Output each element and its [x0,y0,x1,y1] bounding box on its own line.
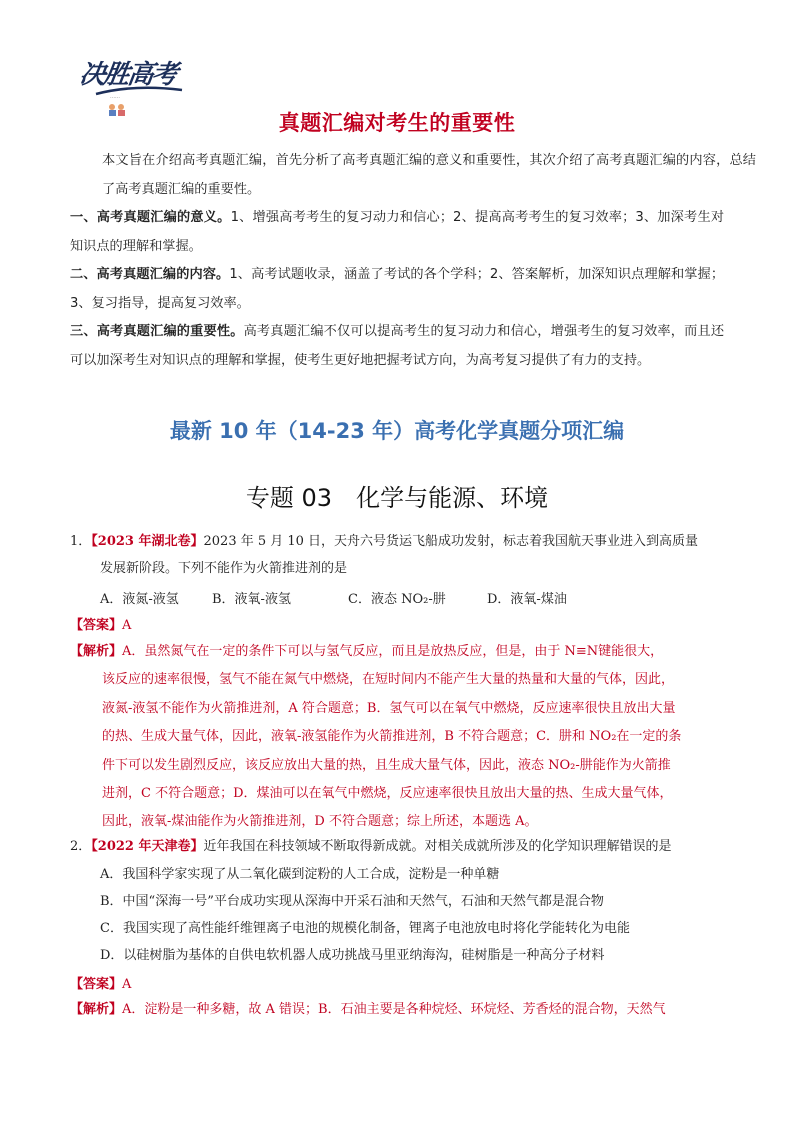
question-2-answer [70,973,131,992]
question-1-number: 1． [70,534,92,549]
question-1-stem-line2: 发展新阶段。下列不能作为火箭推进剂的是 [100,561,348,576]
question-2-number: 2． [70,839,92,854]
page-title: 真题汇编对考生的重要性 [278,111,516,135]
answer-label: 【答案】 [70,618,123,633]
question-1-stem-cont [100,555,724,582]
question-2-source: 【2022 年天津卷】 [91,839,204,854]
analysis-line: 液氮-液氢不能作为火箭推进剂，A 符合题意；B．氢气可以在氧气中燃烧，反应速率很快且放出大量 [102,700,676,716]
question-1-answer [70,614,131,633]
section-2-body: 1、高考试题收录，涵盖了考试的各个学科；2、答案解析，加深知识点理解和掌握；3、复习指导，提高复习效率。 [70,267,725,311]
question-1-analysis [70,638,724,837]
question-1-option-c: C．液态 NO₂-肼 [348,592,446,607]
question-2-stem-text: 近年我国在科技领域不断取得新成就。对相关成就所涉及的化学知识理解错误的是 [203,839,672,854]
section-3-body: 高考真题汇编不仅可以提高考生的复习动力和信心，增强考生的复习效率，而且还可以加深考生对知识点的理解和掌握，使考生更好地把握考试方向，为高考复习提供了有力的支持。 [70,324,725,368]
analysis-label: 【解析】 [70,1002,123,1017]
question-1-source: 【2023 年湖北卷】 [91,534,204,549]
logo-swoosh-icon [94,84,184,98]
analysis-line: 进剂，C 不符合题意；D．煤油可以在氧气中燃烧，反应速率很快且放出大量的热、生成大量气体， [102,786,673,802]
intro-text: 本文旨在介绍高考真题汇编，首先分析了高考真题汇编的意义和重要性，其次介绍了高考真题汇编的内容，总结了高考真题汇编的重要性。 [102,153,756,197]
question-1-stem [70,528,724,555]
question-1-option-b: B．液氧-液氢 [212,592,291,607]
logo-small-text: …… [110,94,120,100]
question-2-option-d: D．以硅树脂为基体的自供电软机器人成功挑战马里亚纳海沟，硅树脂是一种高分子材料 [100,948,605,963]
analysis-line: 【解析】A．淀粉是一种多糖，故 A 错误；B．石油主要是各种烷烃、环烷烃、芳香烃的混合物，天然气 [70,1002,666,1017]
answer-value: A [122,977,132,992]
section-1-body: 1、增强高考考生的复习动力和信心；2、提高高考考生的复习效率；3、加深考生对知识点的理解和掌握。 [70,210,725,254]
section-3-heading: 三、高考真题汇编的重要性。 [70,324,244,339]
series-title: 最新 10 年（14-23 年）高考化学真题分项汇编 [169,419,625,443]
question-1-option-d: D．液氧-煤油 [487,592,567,607]
question-2-analysis [70,996,724,1024]
section-2 [70,261,724,318]
intro-paragraph [70,147,756,204]
analysis-line: 因此，液氧-煤油能作为火箭推进剂，D 不符合题意；综上所述，本题选 A。 [102,814,538,830]
answer-label: 【答案】 [70,977,123,992]
question-1-stem-line1: 2023 年 5 月 10 日，天舟六号货运飞船成功发射，标志着我国航天事业进入到高质量 [203,534,699,549]
question-2-stem [70,833,724,860]
section-1-heading: 一、高考真题汇编的意义。 [70,210,231,225]
topic-title: 专题 03 化学与能源、环境 [245,484,549,512]
analysis-line: 【解析】A．虽然氮气在一定的条件下可以与氢气反应，而且是放热反应，但是，由于 N≡N键能很大， [70,644,664,659]
question-1-option-a: A．液氮-液氢 [100,592,179,607]
analysis-line: 该反应的速率很慢，氢气不能在氮气中燃烧，在短时间内不能产生大量的热量和大量的气体，因此， [102,672,675,688]
section-3 [70,318,724,375]
answer-value: A [122,618,132,633]
section-2-heading: 二、高考真题汇编的内容。 [70,267,230,282]
analysis-line: 件下可以发生剧烈反应，该反应放出大量的热，且生成大量气体，因此，液态 NO₂-肼能作为火箭推 [102,757,671,773]
analysis-label: 【解析】 [70,644,123,659]
section-1 [70,204,724,261]
analysis-line: 的热、生成大量气体，因此，液氧-液氢能作为火箭推进剂，B 不符合题意；C．肼和 NO₂在一定的条 [102,729,682,745]
logo-text: 决胜高考 [77,60,178,90]
question-2-option-b: B．中国“深海一号”平台成功实现从深海中开采石油和天然气，石油和天然气都是混合物 [100,894,604,909]
question-2-option-c: C．我国实现了高性能纤维锂离子电池的规模化制备，锂离子电池放电时将化学能转化为电能 [100,921,630,936]
question-2-option-a: A．我国科学家实现了从二氧化碳到淀粉的人工合成，淀粉是一种单糖 [100,867,500,882]
